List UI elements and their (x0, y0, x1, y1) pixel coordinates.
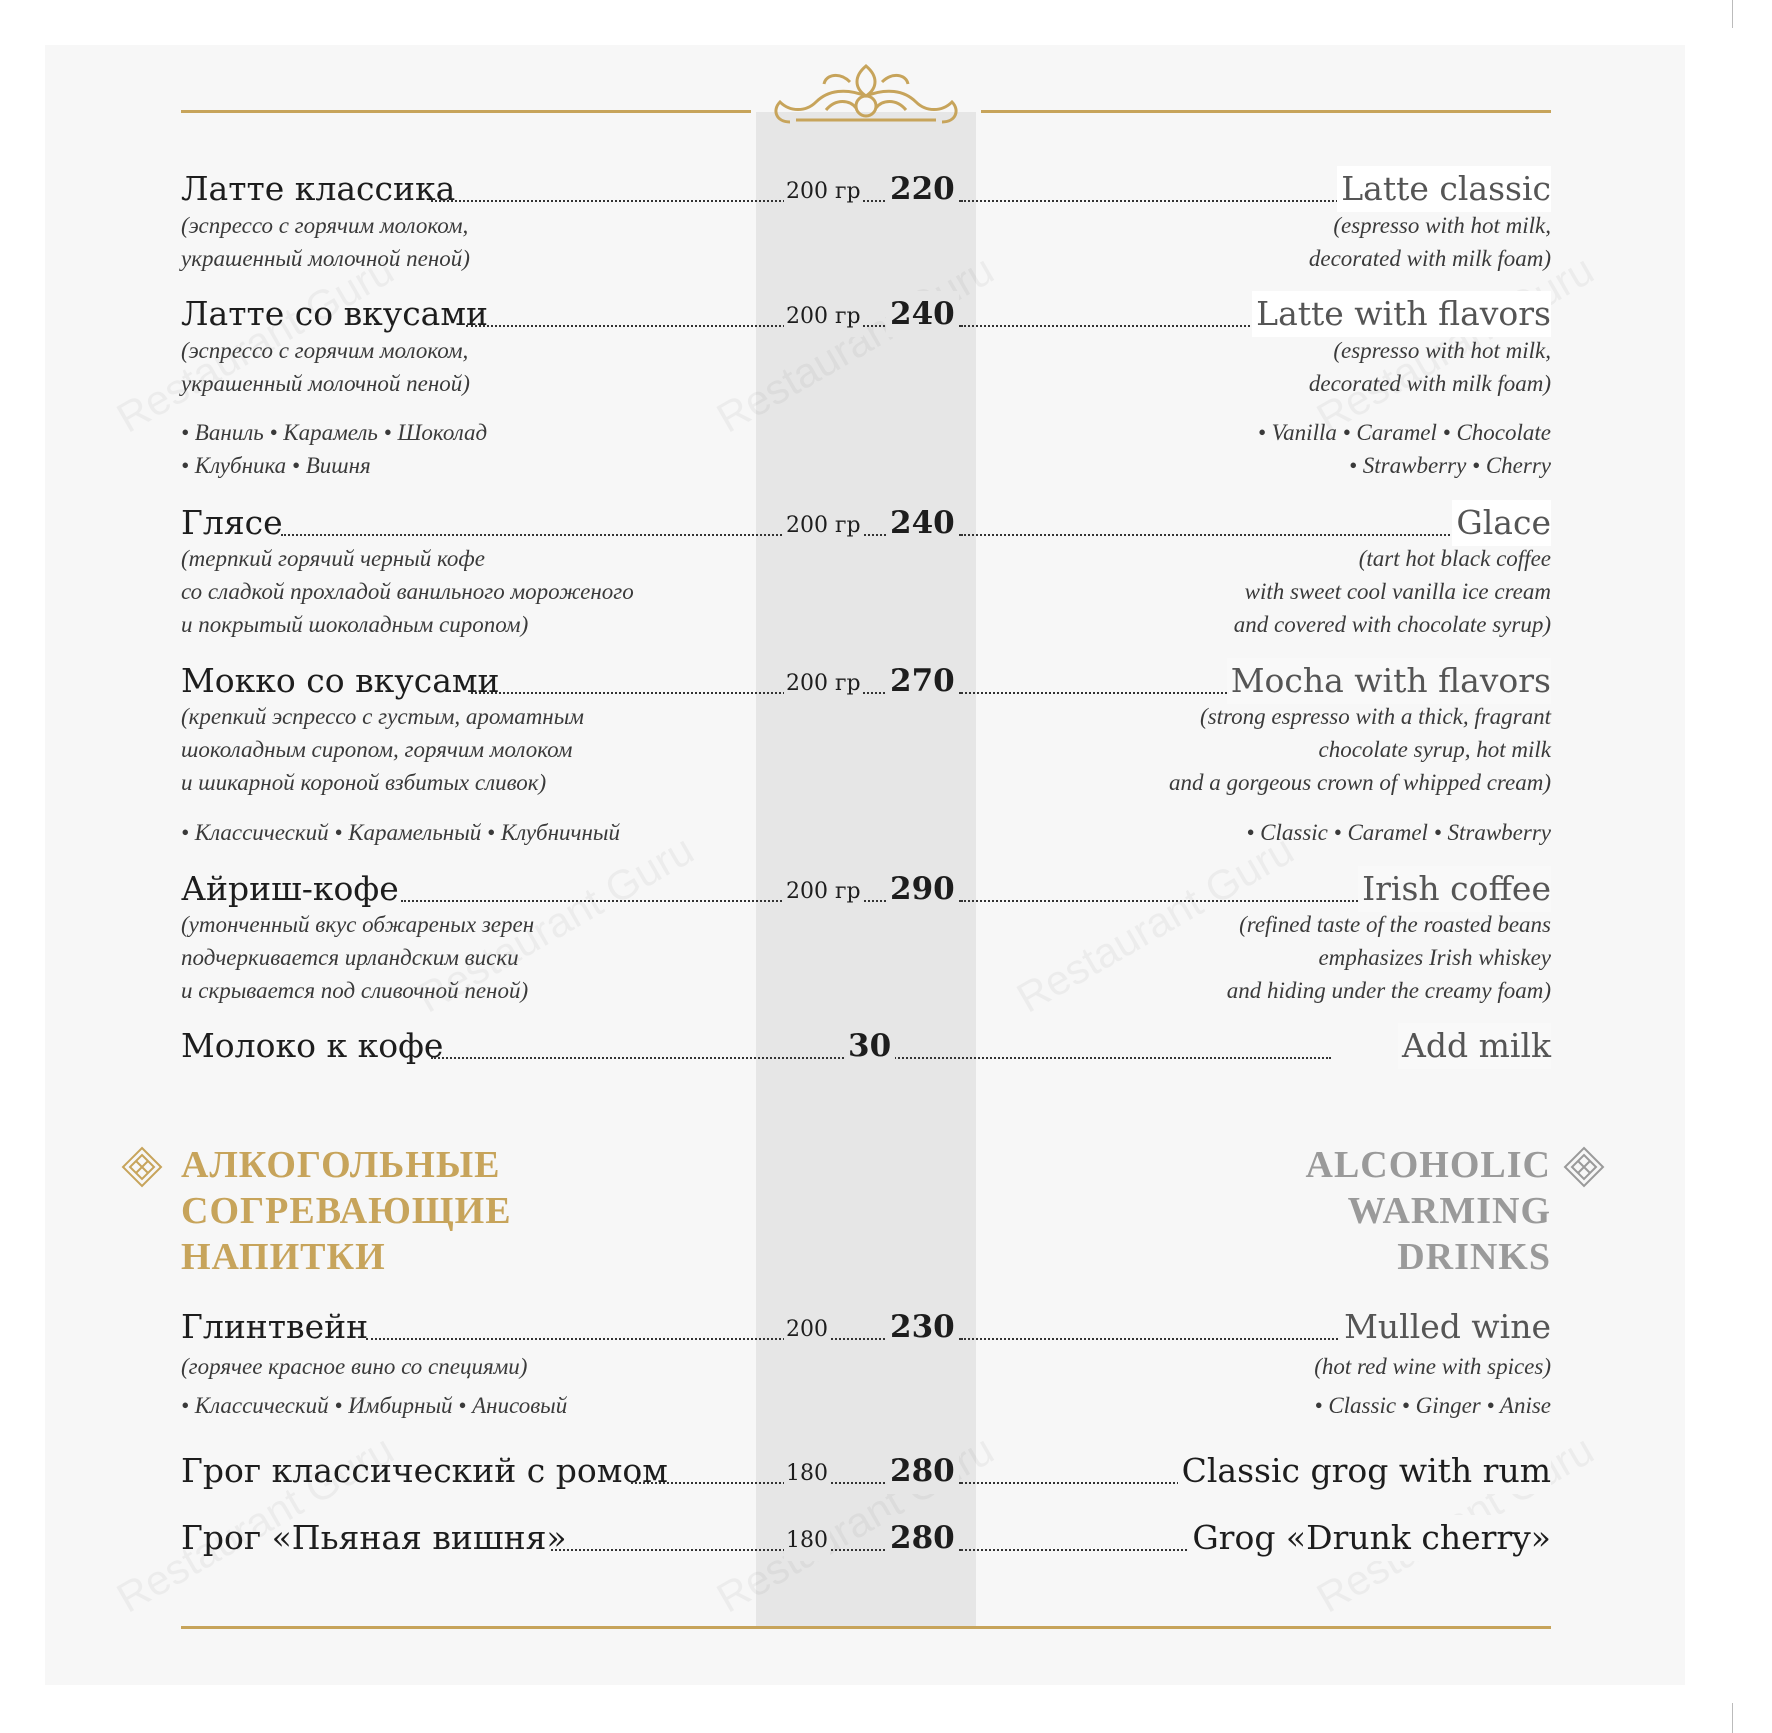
dot-leader (401, 900, 961, 902)
section-heading-en (1306, 1142, 1551, 1280)
crop-mark (1732, 1703, 1733, 1733)
item-name-en: Grog «Drunk cherry» (1188, 1515, 1551, 1561)
item-price: 240 (886, 500, 959, 546)
item-volume: 180 (784, 1521, 830, 1561)
dot-leader (961, 1549, 1211, 1551)
description-line: (эспрессо с горячим молоком, (181, 338, 469, 363)
dot-leader (961, 1482, 1211, 1484)
item-price: 30 (844, 1023, 895, 1069)
dot-leader (961, 200, 1361, 202)
description-line: (refined taste of the roasted beans (1239, 912, 1551, 937)
description-line: шоколадным сиропом, горячим молоком (181, 737, 573, 762)
menu-item-glace (181, 500, 1551, 546)
diamond-ornament-icon (1563, 1146, 1605, 1188)
description-line: и шикарной короной взбитых сливок) (181, 770, 547, 795)
item-volume: 200 гр (784, 172, 863, 212)
item-name-ru: Грог классический с ромом (181, 1451, 668, 1490)
item-name-ru: Глинтвейн (181, 1307, 369, 1346)
crop-mark (1732, 0, 1733, 28)
menu-item-irish-coffee (181, 866, 1551, 912)
description-line: decorated with milk foam) (1308, 246, 1551, 271)
description-line: украшенный молочной пеной) (181, 246, 470, 271)
options-line: • Классический • Карамельный • Клубничный (181, 820, 620, 845)
item-name-en: Glace (1452, 500, 1551, 546)
description-line: (espresso with hot milk, (1333, 213, 1551, 238)
item-name-en: Latte with flavors (1252, 291, 1551, 337)
item-price: 280 (886, 1515, 959, 1561)
item-description-ru (181, 1350, 527, 1383)
menu-item-latte-classic (181, 166, 1551, 212)
item-name-ru: Айриш-кофе (181, 869, 399, 908)
item-description-en (1227, 908, 1551, 1007)
description-line: со сладкой прохладой ванильного мороженого (181, 579, 634, 604)
description-line: (hot red wine with spices) (1314, 1354, 1551, 1379)
item-name-ru: Глясе (181, 503, 283, 542)
description-line: (espresso with hot milk, (1333, 338, 1551, 363)
options-line: • Strawberry • Cherry (1348, 453, 1551, 478)
item-name-en: Mocha with flavors (1227, 658, 1551, 704)
description-line: decorated with milk foam) (1308, 371, 1551, 396)
section-heading-ru (181, 1142, 512, 1280)
heading-line: WARMING (1347, 1190, 1551, 1232)
item-volume: 200 (784, 1310, 830, 1350)
description-line: (горячее красное вино со специями) (181, 1354, 528, 1379)
item-options-ru (181, 816, 620, 849)
description-line: (терпкий горячий черный кофе (181, 546, 485, 571)
heading-line: СОГРЕВАЮЩИЕ (181, 1190, 512, 1232)
item-volume: 200 гр (784, 664, 863, 704)
description-line: and covered with chocolate syrup) (1233, 612, 1551, 637)
item-price: 230 (886, 1304, 959, 1350)
options-line: • Classic • Caramel • Strawberry (1246, 820, 1551, 845)
dot-leader (366, 1338, 961, 1340)
description-line: (крепкий эспрессо с густым, ароматным (181, 704, 584, 729)
menu-item-mulled-wine (181, 1304, 1551, 1350)
item-volume: 200 гр (784, 506, 863, 546)
description-line: (strong espresso with a thick, fragrant (1200, 704, 1551, 729)
item-price: 270 (886, 658, 959, 704)
options-line: • Vanilla • Caramel • Chocolate (1257, 420, 1551, 445)
item-description-ru (181, 209, 470, 275)
top-rule-right (981, 110, 1551, 113)
item-price: 280 (886, 1448, 959, 1494)
menu-item-add-milk (181, 1023, 1551, 1069)
item-name-en: Latte classic (1337, 166, 1551, 212)
dot-leader (961, 1338, 1381, 1340)
item-volume: 200 гр (784, 297, 863, 337)
item-options-en (1315, 1389, 1551, 1422)
item-name-en: Mulled wine (1340, 1304, 1551, 1350)
heading-line: ALCOHOLIC (1305, 1144, 1551, 1186)
item-price: 220 (886, 166, 959, 212)
description-line: (утонченный вкус обжареных зерен (181, 912, 535, 937)
menu-item-classic-grog (181, 1448, 1551, 1494)
item-description-en (1314, 1350, 1551, 1383)
description-line: и покрытый шоколадным сиропом) (181, 612, 529, 637)
item-description-en (1309, 209, 1551, 275)
item-name-en: Add milk (1398, 1023, 1551, 1069)
bottom-rule (181, 1626, 1551, 1629)
item-description-en (1234, 542, 1551, 641)
menu-item-mocha (181, 658, 1551, 704)
dot-leader (961, 534, 1461, 536)
item-options-en (1258, 416, 1551, 482)
dot-leader (961, 325, 1301, 327)
item-name-ru: Латте классика (181, 169, 456, 208)
description-line: украшенный молочной пеной) (181, 371, 470, 396)
description-line: (tart hot black coffee (1358, 546, 1551, 571)
item-options-en (1246, 816, 1551, 849)
item-description-ru (181, 700, 584, 799)
item-volume: 200 гр (784, 872, 863, 912)
description-line: (эспрессо с горячим молоком, (181, 213, 469, 238)
top-rule-left (181, 110, 751, 113)
item-name-ru: Мокко со вкусами (181, 661, 500, 700)
item-options-ru (181, 416, 487, 482)
item-name-ru: Молоко к кофе (181, 1026, 444, 1065)
item-options-ru (181, 1389, 567, 1422)
heading-line: НАПИТКИ (181, 1236, 386, 1278)
dot-leader (961, 692, 1271, 694)
item-description-ru (181, 908, 534, 1007)
options-line: • Ваниль • Карамель • Шоколад (181, 420, 488, 445)
menu-item-drunk-cherry-grog (181, 1515, 1551, 1561)
heading-line: АЛКОГОЛЬНЫЕ (181, 1144, 501, 1186)
item-name-ru: Латте со вкусами (181, 294, 489, 333)
options-line: • Classic • Ginger • Anise (1314, 1393, 1551, 1418)
options-line: • Классический • Имбирный • Анисовый (181, 1393, 568, 1418)
item-name-ru: Грог «Пьяная вишня» (181, 1518, 567, 1557)
dot-leader (431, 200, 961, 202)
description-line: и скрывается под сливочной пеной) (181, 978, 529, 1003)
description-line: emphasizes Irish whiskey (1318, 945, 1551, 970)
item-volume: 180 (784, 1454, 830, 1494)
heading-line: DRINKS (1397, 1236, 1551, 1278)
item-description-ru (181, 542, 634, 641)
options-line: • Клубника • Вишня (181, 453, 371, 478)
diamond-ornament-icon (121, 1146, 163, 1188)
description-line: chocolate syrup, hot milk (1318, 737, 1551, 762)
item-description-en (1309, 334, 1551, 400)
item-price: 240 (886, 291, 959, 337)
ornament-icon (766, 58, 966, 134)
item-name-en: Irish coffee (1358, 866, 1551, 912)
description-line: with sweet cool vanilla ice cream (1244, 579, 1551, 604)
item-name-en: Classic grog with rum (1178, 1448, 1551, 1494)
menu-item-latte-flavors (181, 291, 1551, 337)
item-description-en (1169, 700, 1551, 799)
dot-leader (961, 900, 1381, 902)
description-line: and hiding under the creamy foam) (1226, 978, 1551, 1003)
item-description-ru (181, 334, 470, 400)
description-line: and a gorgeous crown of whipped cream) (1168, 770, 1551, 795)
item-price: 290 (886, 866, 959, 912)
description-line: подчеркивается ирландским виски (181, 945, 519, 970)
